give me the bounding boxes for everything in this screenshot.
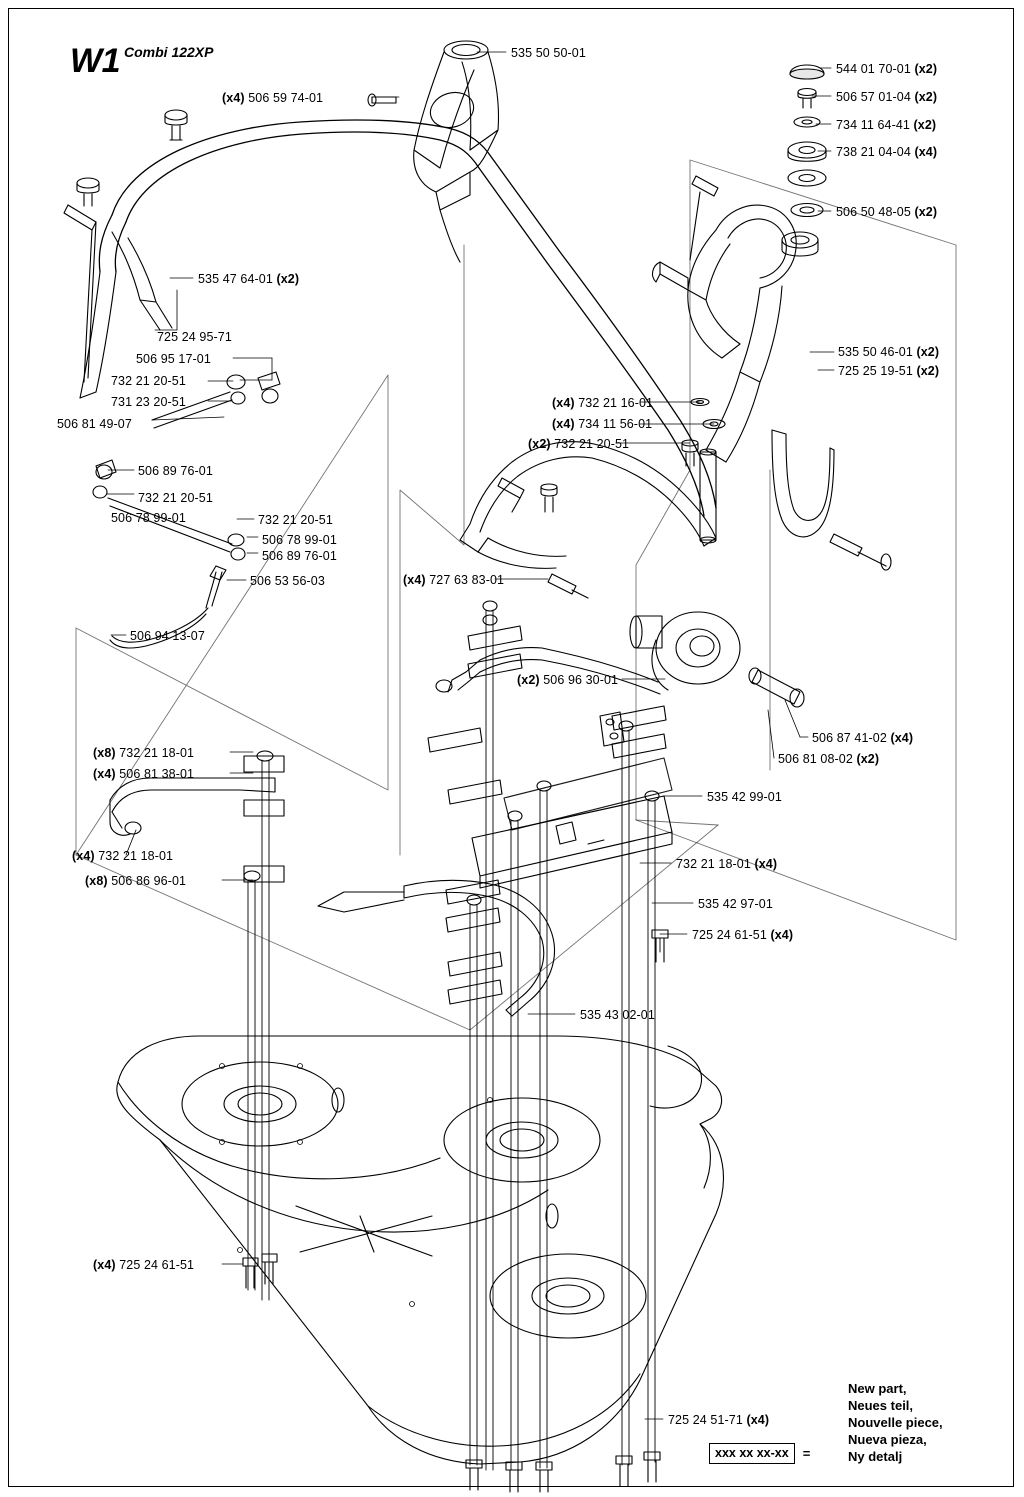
- part-number: 544 01 70-01: [836, 62, 911, 76]
- legend-line-sv: Ny detalj: [848, 1449, 903, 1464]
- callout-732-21-20-51-b: [138, 491, 213, 505]
- callout-506-96-30-01: [517, 673, 618, 687]
- right-hook-bracket: [772, 430, 834, 537]
- part-number: 732 21 18-01: [676, 857, 751, 871]
- callout-506-78-99-01-a: [111, 511, 186, 525]
- callout-734-11-64-41: [836, 118, 936, 132]
- bolt-506-59-74-01-upper: [77, 178, 99, 206]
- quantity: (x2): [916, 364, 940, 378]
- part-number: 535 50 50-01: [511, 46, 586, 60]
- leader-lines: [107, 52, 834, 1419]
- callout-506-94-13-07: [130, 629, 205, 643]
- callout-506-50-48-05: [836, 205, 937, 219]
- part-number: 506 81 08-02: [778, 752, 853, 766]
- callout-727-63-83-01: [403, 573, 504, 587]
- quantity: (x2): [517, 673, 540, 687]
- legend-line-en: New part,: [848, 1381, 907, 1396]
- quantity: (x2): [528, 437, 551, 451]
- quantity: (x4): [403, 573, 426, 587]
- quantity: (x4): [890, 731, 914, 745]
- part-number: 732 21 20-51: [138, 491, 213, 505]
- callout-734-11-56-01: [552, 417, 652, 431]
- cap-544-01-70-01: [790, 65, 824, 79]
- part-number: 725 24 61-51: [692, 928, 767, 942]
- part-number: 732 21 18-01: [119, 746, 195, 760]
- quantity: (x2): [916, 345, 940, 359]
- quantity: (x8): [85, 874, 108, 888]
- callout-725-24-51-71: [668, 1413, 769, 1427]
- part-number: 734 11 56-01: [578, 417, 653, 431]
- model-name: Combi 122XP: [124, 44, 214, 60]
- callout-535-42-97-01: [698, 897, 773, 911]
- vertical-link-rods: [248, 610, 660, 1470]
- callout-738-21-04-04: [836, 145, 937, 159]
- bolt-506-59-74-01-top: [368, 94, 396, 106]
- new-part-key-box: xxx xx xx-xx: [709, 1443, 795, 1464]
- quantity: (x4): [754, 857, 778, 871]
- callout-506-81-08-02: [778, 752, 879, 766]
- bolt-right-upper: [690, 176, 718, 260]
- callout-535-43-02-01: [580, 1008, 655, 1022]
- quantity: (x4): [222, 91, 245, 105]
- callout-732-21-18-01-b: [72, 849, 173, 863]
- callout-535-50-50-01: [511, 46, 586, 60]
- part-number: 506 50 48-05: [836, 205, 911, 219]
- callout-732-21-20-51-d: [528, 437, 629, 451]
- sheet-id: W1: [70, 42, 120, 80]
- quantity: (x4): [552, 417, 575, 431]
- callout-535-47-64-01: [198, 272, 299, 286]
- handlebar: [99, 120, 716, 516]
- quantity: (x8): [93, 746, 116, 760]
- bushing-506-50-48-05: [782, 204, 823, 257]
- callout-544-01-70-01: [836, 62, 937, 76]
- bolt-727-63-83-01: [548, 574, 588, 598]
- part-number: 506 94 13-07: [130, 629, 205, 643]
- callout-506-86-96-01: [85, 874, 186, 888]
- callout-535-42-99-01: [707, 790, 782, 804]
- part-number: 535 42 97-01: [698, 897, 773, 911]
- callout-506-57-01-04: [836, 90, 937, 104]
- quantity: (x2): [856, 752, 880, 766]
- part-number: 506 89 76-01: [138, 464, 213, 478]
- front-handle-tube: [460, 442, 716, 569]
- callout-506-81-38-01: [93, 767, 194, 781]
- part-number: 734 11 64-41: [836, 118, 910, 132]
- quantity: (x4): [552, 396, 575, 410]
- new-part-legend: [848, 1380, 943, 1465]
- rod-eyelets: [244, 601, 659, 905]
- callout-506-59-74-01: [222, 91, 323, 105]
- part-number: 725 25 19-51: [838, 364, 913, 378]
- part-number: 738 21 04-04: [836, 145, 911, 159]
- bearing-738-21-04-04: [788, 142, 826, 186]
- callout-732-21-20-51-c: [258, 513, 333, 527]
- callout-506-89-76-01-b: [262, 549, 337, 563]
- quantity: (x4): [746, 1413, 770, 1427]
- part-number: 535 50 46-01: [838, 345, 913, 359]
- callout-506-53-56-03: [250, 574, 325, 588]
- callout-725-25-19-51: [838, 364, 939, 378]
- bottom-bolts: [466, 1452, 660, 1492]
- equals-sign: =: [802, 1446, 811, 1461]
- reference-planes: [76, 160, 956, 1030]
- part-number: 732 21 18-01: [98, 849, 174, 863]
- screw-506-57-01-04: [798, 89, 816, 109]
- new-part-key: [709, 1443, 810, 1464]
- callout-725-24-61-51-a: [692, 928, 793, 942]
- callout-506-78-99-01-b: [262, 533, 337, 547]
- part-number: 506 86 96-01: [111, 874, 187, 888]
- quantity: (x4): [72, 849, 95, 863]
- axle-506-81-08-02: [749, 668, 804, 707]
- part-number: 506 95 17-01: [136, 352, 211, 366]
- part-number: 506 96 30-01: [543, 673, 619, 687]
- legend-line-es: Nueva pieza,: [848, 1432, 927, 1447]
- quantity: (x4): [93, 1258, 116, 1272]
- left-linkage-detail: [93, 372, 280, 648]
- quantity: (x4): [914, 145, 938, 159]
- callout-732-21-20-51-a: [111, 374, 186, 388]
- quantity: (x2): [914, 205, 938, 219]
- legend-line-fr: Nouvelle piece,: [848, 1415, 943, 1430]
- part-number: 732 21 16-01: [578, 396, 654, 410]
- bolt-shaft-left-lower: [64, 205, 96, 382]
- mower-deck: [117, 1036, 724, 1464]
- part-number: 506 57 01-04: [836, 90, 911, 104]
- quantity: (x4): [93, 767, 116, 781]
- part-number: 732 21 20-51: [111, 374, 186, 388]
- quantity: (x2): [276, 272, 300, 286]
- part-number: 506 53 56-03: [250, 574, 325, 588]
- callout-725-24-95-71: [157, 330, 232, 344]
- part-number: 506 78 99-01: [111, 511, 186, 525]
- deck-fasteners: [220, 1064, 493, 1307]
- callout-725-24-61-51-b: [93, 1258, 194, 1272]
- callout-732-21-18-01-a: [93, 746, 194, 760]
- part-number: 727 63 83-01: [429, 573, 505, 587]
- part-number: 725 24 61-51: [119, 1258, 195, 1272]
- part-number: 506 59 74-01: [248, 91, 324, 105]
- part-number: 732 21 20-51: [258, 513, 333, 527]
- quantity: (x4): [770, 928, 794, 942]
- part-number: 535 42 99-01: [707, 790, 782, 804]
- support-wheel: [630, 612, 740, 690]
- part-number: 732 21 20-51: [554, 437, 630, 451]
- callout-732-21-18-01-c: [676, 857, 777, 871]
- bolt-725-25-19-51: [830, 534, 891, 570]
- callout-732-21-16-01: [552, 396, 653, 410]
- top-center-bracket: [414, 41, 499, 262]
- callout-506-95-17-01: [136, 352, 211, 366]
- callout-506-87-41-02: [812, 731, 913, 745]
- part-number: 535 43 02-01: [580, 1008, 655, 1022]
- part-number: 506 89 76-01: [262, 549, 337, 563]
- callout-535-50-46-01: [838, 345, 939, 359]
- part-number: 725 24 95-71: [157, 330, 232, 344]
- quantity: (x2): [914, 62, 938, 76]
- part-number: 535 47 64-01: [198, 272, 273, 286]
- part-number: 506 87 41-02: [812, 731, 887, 745]
- quantity: (x2): [913, 118, 937, 132]
- bolt-506-59-74-01-left: [165, 110, 187, 140]
- legend-line-de: Neues teil,: [848, 1398, 914, 1413]
- callout-506-89-76-01-a: [138, 464, 213, 478]
- washer-734-11-64-41: [794, 117, 820, 127]
- part-number: 506 81 49-07: [57, 417, 132, 431]
- lift-bar-535-43-02-01: [318, 880, 555, 1016]
- quantity: (x2): [914, 90, 938, 104]
- callout-731-23-20-51: [111, 395, 186, 409]
- part-number: 506 78 99-01: [262, 533, 337, 547]
- part-number: 725 24 51-71: [668, 1413, 743, 1427]
- part-number: 731 23 20-51: [111, 395, 186, 409]
- part-number: 506 81 38-01: [119, 767, 195, 781]
- control-rod-assembly: [436, 648, 660, 695]
- center-hardware-cluster: [498, 399, 725, 513]
- callout-506-81-49-07: [57, 417, 132, 431]
